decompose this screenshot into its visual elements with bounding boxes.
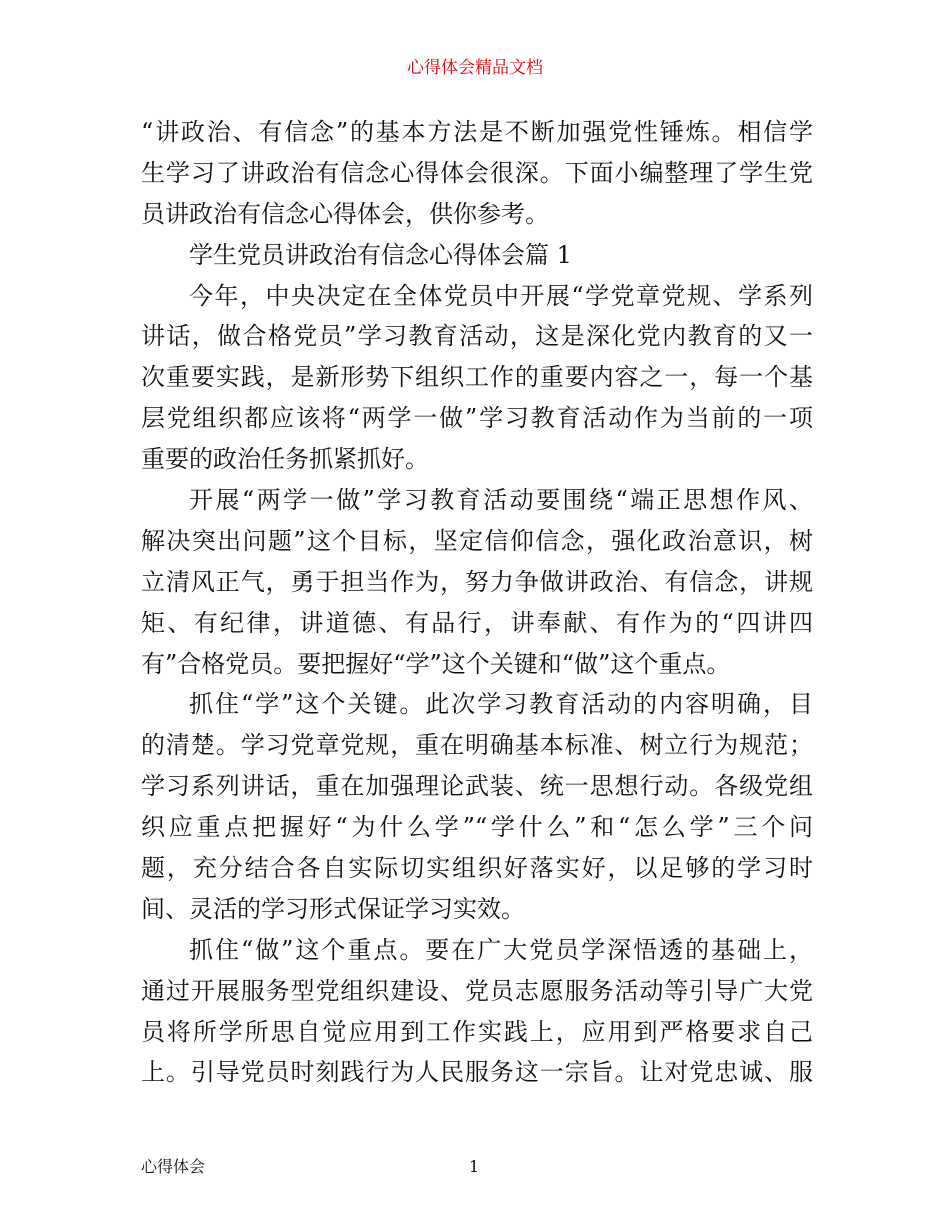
text-line: 次重要实践，是新形势下组织工作的重要内容之一，每一个基 [141,363,813,392]
text-line: 员讲政治有信念心得体会，供你参考。 [141,199,549,228]
text-line: 有”合格党员。要把握好“学”这个关键和“做”这个重点。 [141,649,731,678]
text-line: 抓住“做”这个重点。要在广大党员学深悟透的基础上， [189,935,813,964]
text-line: 员将所学所思自觉应用到工作实践上，应用到严格要求自己 [141,1017,813,1046]
text-line: 题，充分结合各自实际切实组织好落实好，以足够的学习时 [141,854,813,883]
text-line: 矩、有纪律，讲道德、有品行，讲奉献、有作为的“四讲四 [141,608,813,637]
text-line: 层党组织都应该将“两学一做”学习教育活动作为当前的一项 [141,404,813,433]
text-line: 的清楚。学习党章党规，重在明确基本标准、树立行为规范； [141,731,813,760]
text-line: 解决突出问题”这个目标，坚定信仰信念，强化政治意识，树 [141,526,813,555]
text-line: 开展“两学一做”学习教育活动要围绕“端正思想作风、 [189,486,813,515]
section-heading: 学生党员讲政治有信念心得体会篇 1 [189,240,572,269]
text-line: 抓住“学”这个关键。此次学习教育活动的内容明确，目 [189,690,813,719]
text-line: 今年，中央决定在全体党员中开展“学党章党规、学系列 [189,281,813,310]
text-line: 讲话，做合格党员”学习教育活动，这是深化党内教育的又一 [141,322,813,351]
text-line: 间、灵活的学习形式保证学习实效。 [141,894,525,923]
document-body [141,112,813,1093]
text-line: 织应重点把握好“为什么学”“学什么”和“怎么学”三个问 [141,813,813,842]
text-line: 上。引导党员时刻践行为人民服务这一宗旨。让对党忠诚、服 [141,1058,813,1087]
footer-label: 心得体会 [141,1157,206,1176]
text-line: “讲政治、有信念”的基本方法是不断加强党性锤炼。相信学 [141,118,813,146]
page-header-title: 心得体会精品文档 [407,58,543,78]
page-number: 1 [469,1157,480,1176]
text-line: 学习系列讲话，重在加强理论武装、统一思想行动。各级党组 [141,772,813,801]
text-line: 重要的政治任务抓紧抓好。 [141,445,429,474]
text-line: 通过开展服务型党组织建设、党员志愿服务活动等引导广大党 [141,976,813,1005]
text-line: 立清风正气，勇于担当作为，努力争做讲政治、有信念，讲规 [141,567,813,596]
page-footer [0,1155,950,1179]
text-line: 生学习了讲政治有信念心得体会很深。下面小编整理了学生党 [141,158,813,187]
